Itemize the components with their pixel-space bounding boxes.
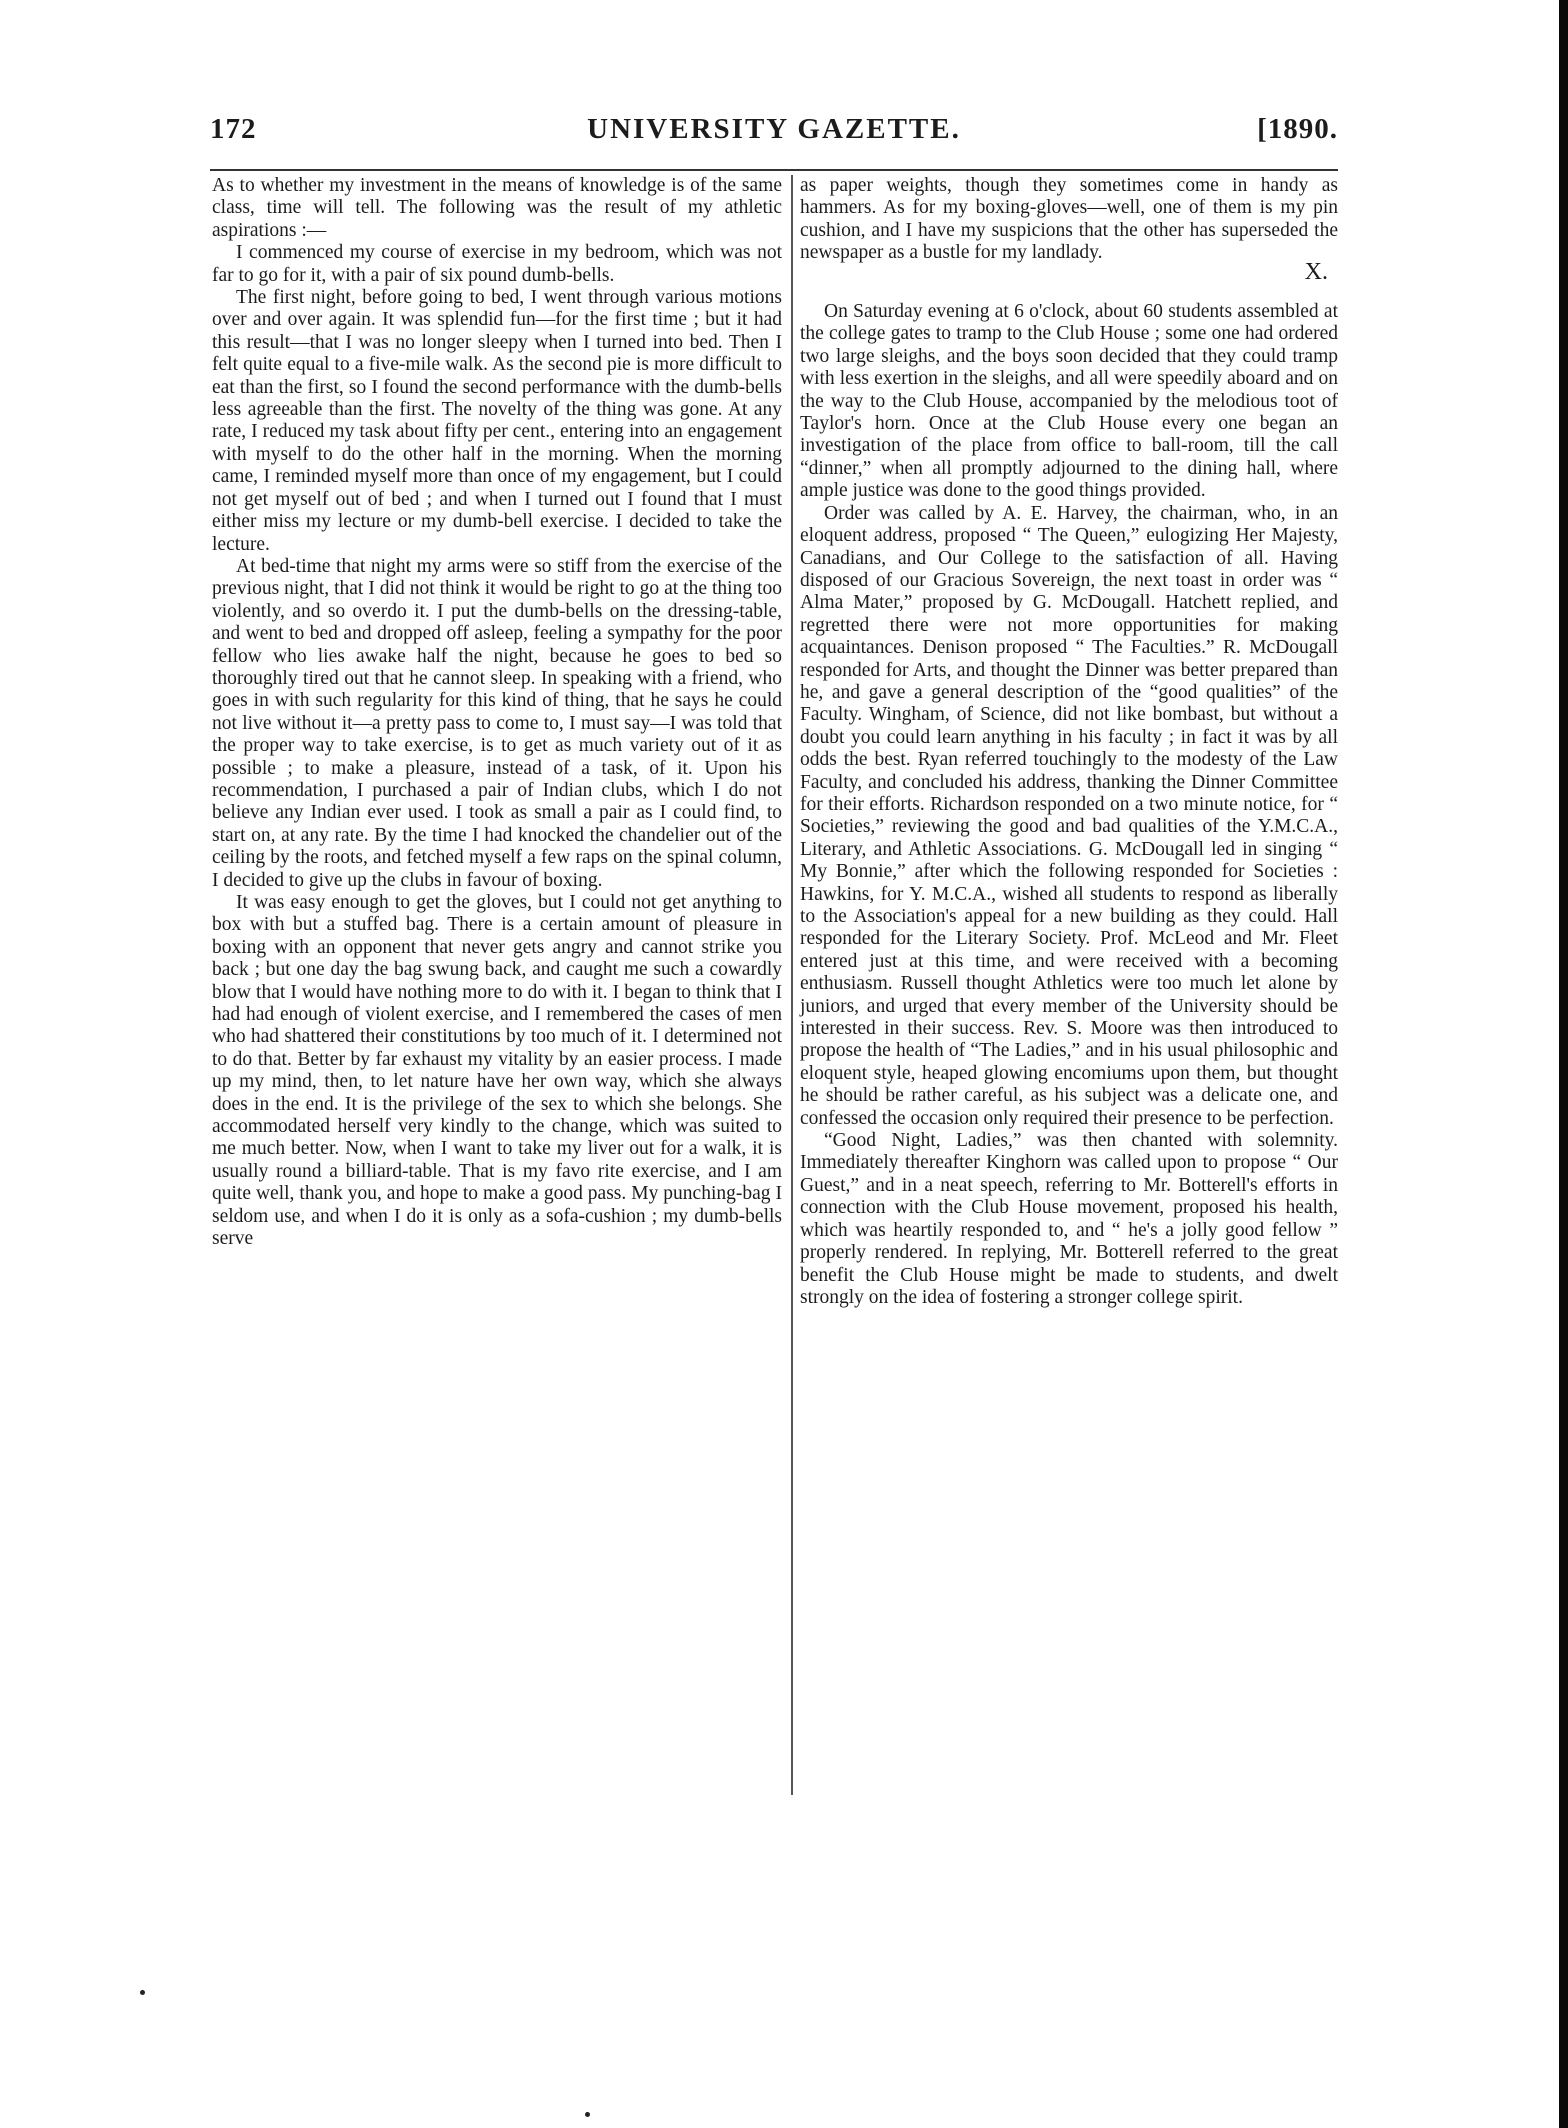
right-column — [800, 175, 1338, 1309]
year: [1890. — [1257, 113, 1338, 145]
paragraph: It was easy enough to get the gloves, but I could not get anything to box with but a stuffed bag. There is a certain amount of pleasure in boxing with an opponent that never gets angry and cannot strike you back ; but one day the bag swung back, and caught me such a cowardly blow that I would have nothing more to do with it. I began to think that I had had enough of violent exercise, and I remembered the cases of men who had shattered their constitutions by too much of it. I determined not to do that. Better by far exhaust my vitality by an easier process. I made up my mind, then, to let nature have her own way, which she always does in the end. It is the privilege of the sex to which she belongs. She accommodated herself very kindly to the change, which was suited to me much better. Now, when I want to take my liver out for a walk, it is usually round a billiard-table. That is my favo rite exercise, and I am quite well, thank you, and hope to make a good pass. My punching-bag I seldom use, and when I do it is only as a sofa-cushion ; my dumb-bells serve — [212, 892, 782, 1250]
paragraph: as paper weights, though they sometimes come in handy as hammers. As for my boxing-gloves—well, one of them is my pin cushion, and I have my suspicions that the other has superseded the newspaper as a bustle for my landlady. — [800, 175, 1338, 264]
journal-title: UNIVERSITY GAZETTE. — [587, 113, 961, 145]
paragraph: Order was called by A. E. Harvey, the chairman, who, in an eloquent address, proposed “ The Queen,” eulogizing Her Majesty, Canadians, and Our College to the satisfaction of all. Having disposed of our Gracious Sovereign, the next toast in order was “ Alma Mater,” proposed by G. McDougall. Hatchett replied, and regretted there were not more opportunities for making acquaintances. Denison proposed “ The Faculties.” R. McDougall responded for Arts, and thought the Dinner was better prepared than he, and gave a general description of the “good qualities” of the Faculty. Wingham, of Science, did not like bombast, but without a doubt you could learn anything in his faculty ; in fact it was by all odds the best. Ryan referred touchingly to the modesty of the Law Faculty, and concluded his address, thanking the Dinner Committee for their efforts. Richardson responded on a two minute notice, for “ Societies,” reviewing the good and bad qualities of the Y.M.C.A., Literary, and Athletic Associations. G. McDougall led in singing “ My Bonnie,” after which the following responded for Societies : Hawkins, for Y. M.C.A., wished all students to respond as liberally to the Association's appeal for a new building as they could. Hall responded for the Literary Society. Prof. McLeod and Mr. Fleet entered just at this time, and were received with a becoming enthusiasm. Russell thought Athletics were too much let alone by juniors, and urged that every member of the University should be interested in their success. Rev. S. Moore was then introduced to propose the health of “The Ladies,” and in his usual philosophic and eloquent style, heaped glowing encomiums upon them, but thought he should be rather careful, as his subject was a delicate one, and confessed the occasion only required their presence to be perfection. — [800, 502, 1338, 1129]
scan-edge — [1559, 0, 1568, 2128]
scan-speck — [585, 2112, 590, 2117]
paragraph: At bed-time that night my arms were so stiff from the exercise of the previous night, that I did not think it would be right to go at the thing too violently, and so overdo it. I put the dumb-bells on the dressing-table, and went to bed and dropped off asleep, feeling a sympathy for the poor fellow who lies awake half the night, because he goes to bed so thoroughly tired out that he cannot sleep. In speaking with a friend, who goes in with such regularity for this kind of thing, that he says he could not live without it—a pretty pass to come to, I must say—I was told that the proper way to take exercise, is to get as much variety out of it as possible ; to make a pleasure, instead of a task, of it. Upon his recommendation, I purchased a pair of Indian clubs, which I do not believe any Indian ever used. I took as small a pair as I could find, to start on, at any rate. By the time I had knocked the chandelier out of the ceiling by the roots, and fetched myself a few raps on the spinal column, I decided to give up the clubs in favour of boxing. — [212, 555, 782, 891]
signature: X. — [1304, 258, 1328, 285]
paragraph: The first night, before going to bed, I went through various motions over and over again. It was splendid fun—for the first time ; but it had this result—that I was no longer sleepy when I turned into bed. Then I felt quite equal to a five-mile walk. As the second pie is more difficult to eat than the first, so I found the second performance with the dumb-bells less agreeable than the first. The novelty of the thing was gone. At any rate, I reduced my task about fifty per cent., entering into an engagement with myself to do the other half in the morning. When the morning came, I reminded myself more than once of my engagement, but I could not get myself out of bed ; and when I turned out I found that I must either miss my lecture or my dumb-bell exercise. I decided to take the lecture. — [212, 287, 782, 555]
left-column — [212, 175, 782, 1251]
paragraph: I commenced my course of exercise in my bedroom, which was not far to go for it, with a pair of six pound dumb-bells. — [212, 242, 782, 286]
paragraph: On Saturday evening at 6 o'clock, about 60 students assembled at the college gates to tramp to the Club House ; some one had ordered two large sleighs, and the boys soon decided that they could tramp with less exertion in the sleighs, and all were speedily aboard and on the way to the Club House, accompanied by the melodious toot of Taylor's horn. Once at the Club House every one began an investigation of the place from office to ball-room, till the call “dinner,” when all promptly adjourned to the dining hall, where ample justice was done to the good things provided. — [800, 301, 1338, 502]
paragraph: “Good Night, Ladies,” was then chanted with solemnity. Immediately thereafter Kinghorn was called upon to propose “ Our Guest,” and in a neat speech, referring to Mr. Botterell's efforts in connection with the Club House movement, proposed his health, which was heartily responded to, and “ he's a jolly good fellow ” properly rendered. In replying, Mr. Botterell referred to the great benefit the Club House might be made to students, and dwelt strongly on the idea of fostering a stronger college spirit. — [800, 1130, 1338, 1308]
page-number: 172 — [210, 113, 257, 145]
paragraph: As to whether my investment in the means of knowledge is of the same class, time will tell. The following was the result of my athletic aspirations :— — [212, 175, 782, 241]
header-rule — [210, 169, 1338, 171]
scan-speck — [140, 1990, 145, 1995]
page-header — [210, 113, 1338, 161]
column-divider — [791, 175, 793, 1795]
